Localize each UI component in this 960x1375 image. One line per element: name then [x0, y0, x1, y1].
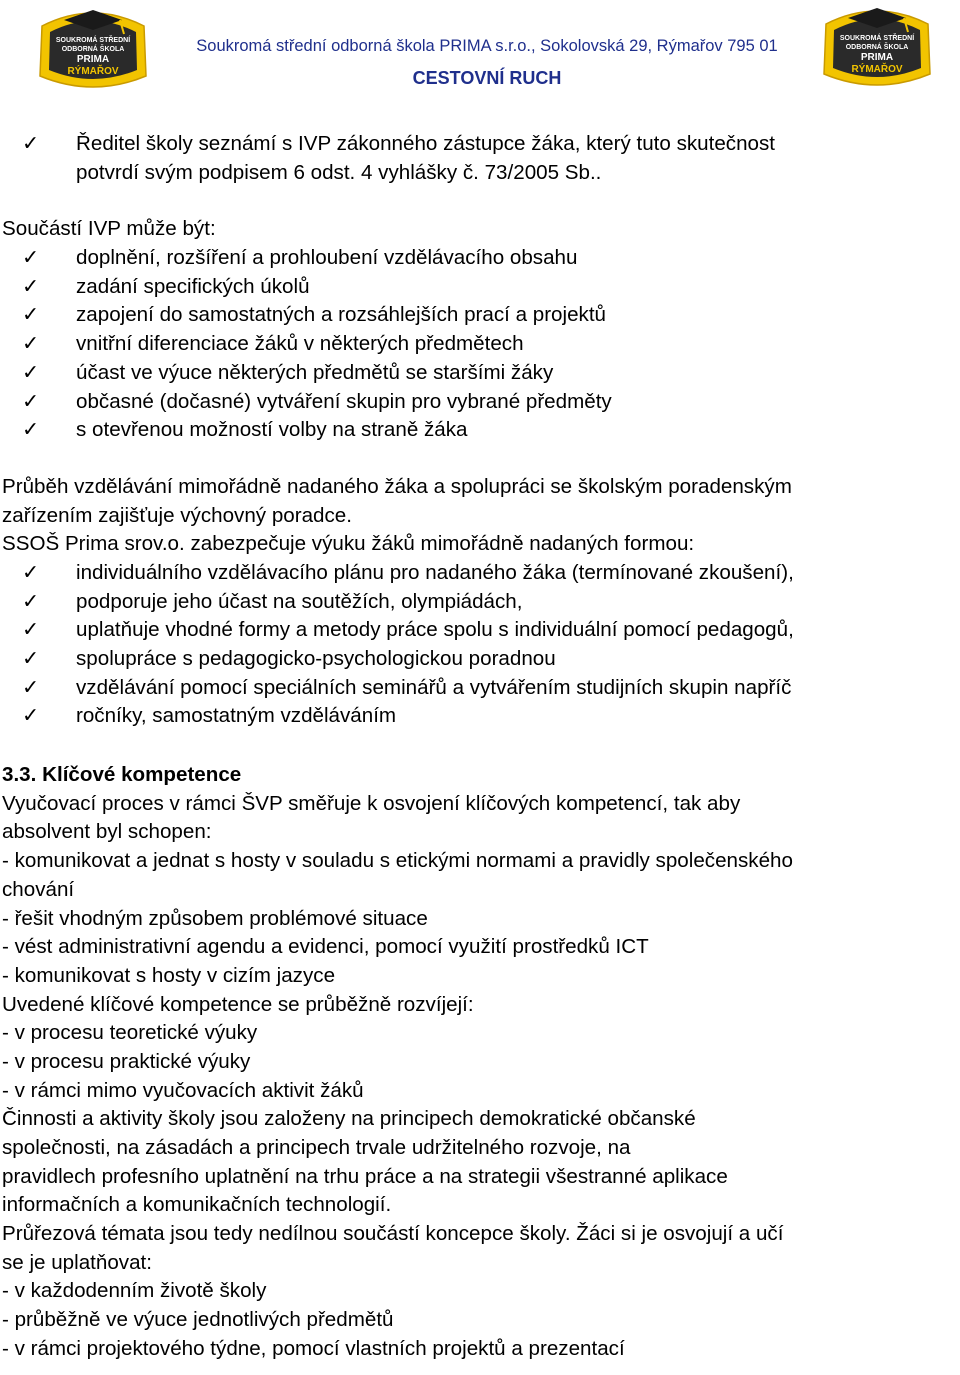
paragraph-line: společnosti, na zásadách a principech trvale udržitelného rozvoje, na — [2, 1136, 631, 1159]
paragraph-line: zařízením zajišťuje výchovný poradce. — [2, 503, 352, 527]
paragraph-line: - v každodenním životě školy — [2, 1279, 267, 1303]
paragraph-line: Uvedené klíčové kompetence se průběžně rozvíjejí: — [2, 992, 474, 1016]
paragraph-line: - komunikovat s hosty v cizím jazyce — [2, 963, 336, 987]
check-icon: ✓ — [22, 246, 40, 270]
list-item — [2, 702, 958, 731]
logo-text-line-1: SOUKROMÁ STŘEDNÍ — [55, 37, 131, 44]
paragraph-line: absolvent byl schopen: — [2, 820, 212, 844]
check-icon: ✓ — [22, 303, 40, 327]
school-logo-right — [818, 4, 936, 88]
check-icon: ✓ — [22, 618, 40, 642]
list-item-text: individuálního vzdělávacího plánu pro nadaného žáka (termínované zkoušení), — [76, 560, 794, 584]
check-icon: ✓ — [22, 132, 40, 155]
paragraph-line: - v procesu teoretické výuky — [2, 1021, 258, 1045]
page-header — [0, 0, 960, 100]
check-icon: ✓ — [22, 589, 40, 613]
paragraph-line: - průběžně ve výuce jednotlivých předmětů — [2, 1308, 394, 1332]
logo-text-line-2: ODBORNÁ ŠKOLA — [845, 44, 909, 51]
logo-text-line-1: SOUKROMÁ STŘEDNÍ — [839, 35, 915, 42]
list-item-text: občasné (dočasné) vytváření skupin pro vybrané předměty — [76, 389, 612, 413]
paragraph-line: - komunikovat a jednat s hosty v souladu s etickými normami a pravidly společenského — [2, 849, 793, 873]
paragraph-line: - vést administrativní agendu a evidenci, pomocí využití prostředků ICT — [2, 935, 649, 959]
spacer — [2, 187, 958, 215]
list-item-text: účast ve výuce některých předmětů se staršími žáky — [76, 360, 554, 384]
check-icon: ✓ — [22, 647, 40, 670]
school-address: Soukromá střední odborná škola PRIMA s.r.o., Sokolovská 29, Rýmařov 795 01 — [196, 37, 778, 55]
list-item-text: ročníky, samostatným vzděláváním — [76, 704, 397, 728]
list-item-text: zapojení do samostatných a rozsáhlejších prací a projektů — [76, 303, 607, 327]
paragraph-line: - v rámci projektového týdne, pomocí vlastních projektů a prezentací — [2, 1336, 625, 1360]
school-logo-left — [34, 6, 152, 90]
list-item-text: s otevřenou možností volby na straně žáka — [76, 418, 468, 442]
check-icon: ✓ — [22, 704, 40, 728]
list-item — [2, 616, 958, 645]
graduation-cap-badge-icon — [818, 4, 936, 88]
paragraph-line: informačních a komunikačních technologií. — [2, 1193, 392, 1217]
section-number: 3.3. — [2, 763, 37, 787]
paragraph-line: - v procesu praktické výuky — [2, 1049, 251, 1073]
list-item — [2, 244, 958, 273]
logo-text-line-4: RÝMAŘOV — [851, 64, 903, 75]
list-item-text: spolupráce s pedagogicko-psychologickou poradnou — [76, 647, 556, 670]
list-item-text: podporuje jeho účast na soutěžích, olympiádách, — [76, 589, 523, 613]
list-item — [2, 330, 958, 359]
spacer — [2, 445, 958, 473]
spacer — [2, 731, 958, 761]
check-icon: ✓ — [22, 418, 40, 442]
paragraph-line: Průřezová témata jsou tedy nedílnou součástí koncepce školy. Žáci si je osvojují a učí — [2, 1222, 784, 1246]
paragraph-line: chování — [2, 877, 75, 901]
paragraph-line: - řešit vhodným způsobem problémové situace — [2, 906, 428, 930]
list-item — [2, 388, 958, 417]
section-heading — [2, 761, 958, 790]
program-name: CESTOVNÍ RUCH — [412, 68, 562, 88]
logo-text-line-3: PRIMA — [860, 52, 894, 63]
paragraph-line: Činnosti a aktivity školy jsou založeny na principech demokratické občanské — [2, 1107, 696, 1131]
check-icon: ✓ — [22, 360, 40, 384]
list-item — [2, 559, 958, 588]
check-icon: ✓ — [22, 675, 40, 699]
list-item — [2, 588, 958, 617]
list-item — [2, 359, 958, 388]
list-item-text: uplatňuje vhodné formy a metody práce spolu s individuální pomocí pedagogů, — [76, 618, 794, 642]
paragraph-line: pravidlech profesního uplatnění na trhu práce a na strategii všestranné aplikace — [2, 1164, 728, 1188]
list-item-text: zadání specifických úkolů — [76, 274, 310, 298]
list-item-text: vzdělávání pomocí speciálních seminářů a vytvářením studijních skupin napříč — [76, 675, 792, 699]
paragraph-line: - v rámci mimo vyučovacích aktivit žáků — [2, 1078, 364, 1102]
check-icon: ✓ — [22, 389, 40, 413]
check-item-continuation: potvrdí svým podpisem 6 odst. 4 vyhlášky č. 73/2005 Sb.. — [76, 160, 602, 184]
list-item-text: doplnění, rozšíření a prohloubení vzdělávacího obsahu — [76, 246, 578, 270]
paragraph-line: Vyučovací proces v rámci ŠVP směřuje k osvojení klíčových kompetencí, tak aby — [2, 791, 741, 815]
graduation-cap-badge-icon — [34, 6, 152, 90]
paragraph-line: se je uplatňovat: — [2, 1250, 152, 1274]
list-item — [2, 645, 958, 674]
logo-text-line-2: ODBORNÁ ŠKOLA — [61, 46, 125, 53]
logo-text-line-3: PRIMA — [76, 54, 110, 65]
check-icon: ✓ — [22, 274, 40, 298]
list-item — [2, 416, 958, 445]
check-item-text: Ředitel školy seznámí s IVP zákonného zástupce žáka, který tuto skutečnost — [76, 132, 776, 155]
check-item — [2, 130, 958, 159]
check-icon: ✓ — [22, 560, 40, 584]
section-title: Klíčové kompetence — [42, 763, 242, 787]
list-item — [2, 273, 958, 302]
logo-text-line-4: RÝMAŘOV — [67, 66, 119, 77]
list-item — [2, 674, 958, 703]
ivp-intro: Součástí IVP může být: — [2, 217, 216, 241]
check-icon: ✓ — [22, 332, 40, 356]
list-item-text: vnitřní diferenciace žáků v některých předmětech — [76, 332, 524, 356]
paragraph-line: Průběh vzdělávání mimořádně nadaného žáka a spolupráci se školským poradenským — [2, 474, 792, 498]
document-body — [2, 130, 958, 1364]
list-item — [2, 301, 958, 330]
paragraph-line: SSOŠ Prima srov.o. zabezpečuje výuku žáků mimořádně nadaných formou: — [2, 532, 695, 556]
